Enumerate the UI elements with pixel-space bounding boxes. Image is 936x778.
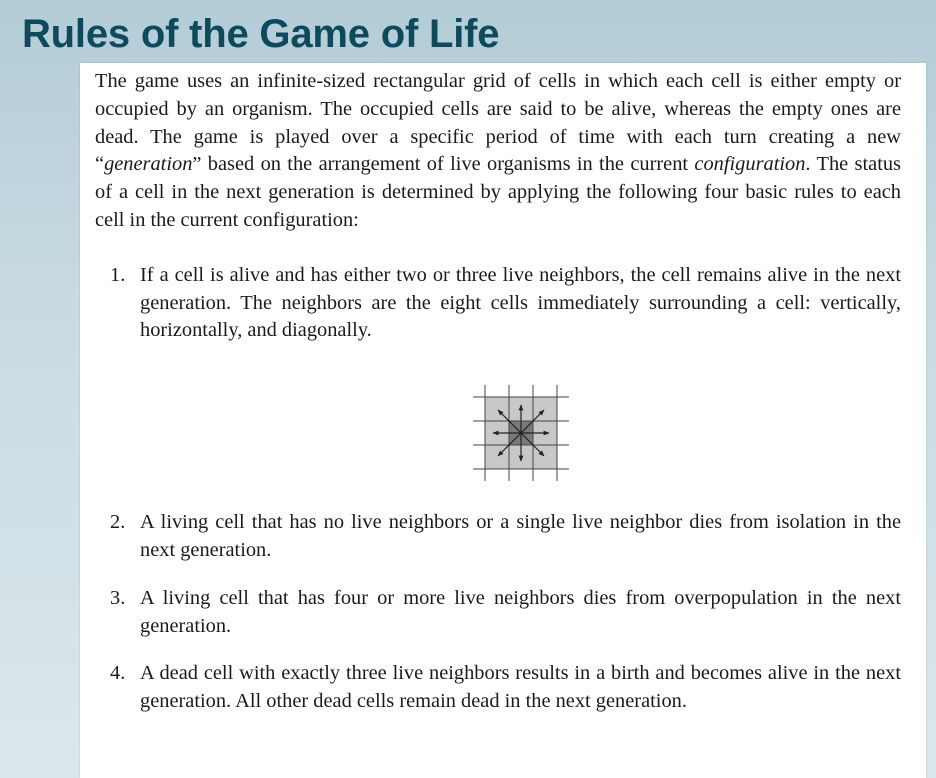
configuration-term: configuration <box>694 153 806 176</box>
rule-text: A dead cell with exactly three live neighbors results in a birth and becomes alive in the next generation. All other dead cells remain dead in the next generation. <box>140 662 901 713</box>
intro-paragraph <box>95 68 901 235</box>
rule-number: 4. <box>110 662 126 685</box>
intro-text-2: ” based on the arrangement of live organisms in the current <box>192 153 695 176</box>
rule-item-4 <box>95 660 901 716</box>
intro-text-1: The game uses an infinite-sized rectangular grid of cells in which each cell is either empty or occupied by an organism. The occupied cells are said to be alive, whereas the empty ones are dead. The game is played over a specific period of time with each turn creating a new “ <box>95 70 901 176</box>
rule-text: A living cell that has no live neighbors or a single live neighbor dies from isolation in the next generation. <box>140 511 901 561</box>
neighbor-arrows <box>493 405 549 461</box>
rule-number: 3. <box>110 586 126 609</box>
rules-list <box>95 262 901 716</box>
rule-item-3 <box>95 585 901 641</box>
rule-number: 1. <box>110 263 126 286</box>
generation-term: generation <box>104 153 193 176</box>
rule-item-2 <box>95 509 901 565</box>
rule-number: 2. <box>110 511 126 534</box>
rule-text: A living cell that has four or more live neighbors dies from overpopulation in the next generation. <box>140 586 901 637</box>
rule-text: If a cell is alive and has either two or three live neighbors, the cell remains alive in the next generation. The neighbors are the eight cells immediately surrounding a cell: vertically, horizontally, and diagonally. <box>140 263 901 342</box>
rule-item-1 <box>95 262 901 345</box>
slide-title: Rules of the Game of Life <box>22 12 500 56</box>
document-page <box>80 63 926 778</box>
neighbor-diagram <box>471 383 571 483</box>
intro-text-3: . The status of a cell in the next generation is determined by applying the following four basic rules to each cell in the current configuration: <box>95 153 901 231</box>
